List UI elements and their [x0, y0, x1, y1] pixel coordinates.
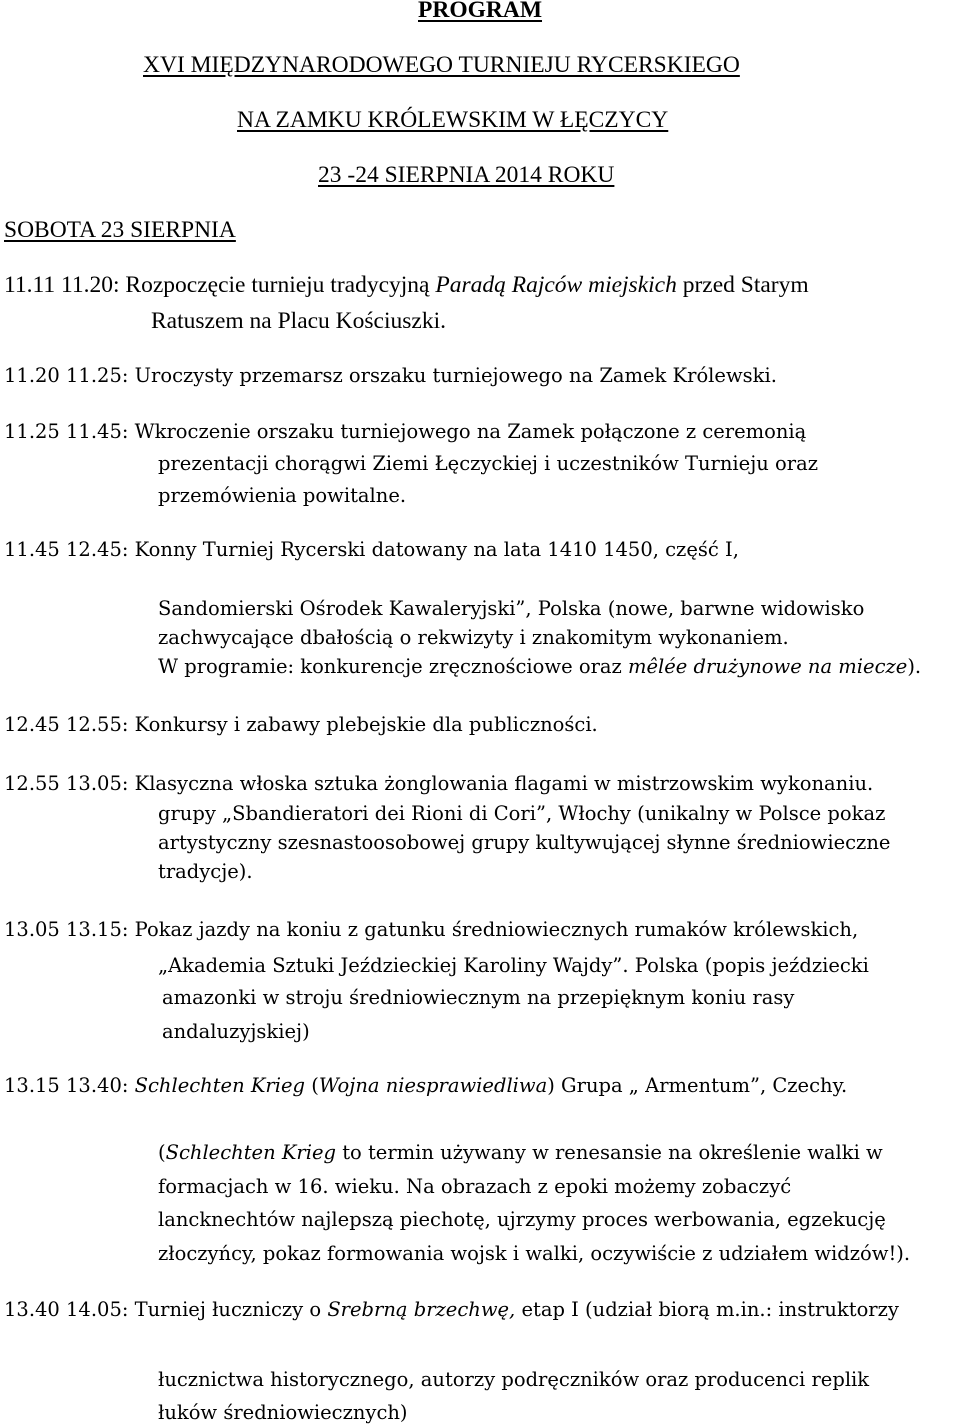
schedule-item-5: 12.45 12.55: Konkursy i zabawy plebejskie dla publiczności.: [4, 713, 598, 736]
item-description: prezentacji chorągwi Ziemi Łęczyckiej i uczestników Turnieju oraz: [158, 452, 818, 475]
schedule-item-1: 11.11 11.20: Rozpoczęcie turnieju tradycyjną Paradą Rajców miejskich przed Starym: [4, 272, 809, 298]
item-description: artystyczny szesnastoosobowej grupy kultywującej słynne średniowieczne: [158, 831, 891, 854]
item-note: (Schlechten Krieg to termin używany w renesansie na określenie walki w: [158, 1141, 883, 1164]
item-time: 12.45 12.55:: [4, 713, 129, 736]
item-description: „Akademia Sztuki Jeździeckiej Karoliny Wajdy”. Polska (popis jeździecki: [158, 954, 869, 977]
item-description: tradycje).: [158, 860, 253, 883]
item-description: grupy „Sbandieratori dei Rioni di Cori”, Włochy (unikalny w Polsce pokaz: [158, 802, 886, 825]
item-time: 13.40 14.05:: [4, 1298, 129, 1321]
item-description: łucznictwa historycznego, autorzy podręczników oraz producenci replik: [158, 1368, 870, 1391]
item-description: Ratuszem na Placu Kościuszki.: [151, 308, 446, 334]
item-description: amazonki w stroju średniowiecznym na przepięknym koniu rasy: [162, 986, 795, 1009]
item-description: andaluzyjskiej): [162, 1020, 310, 1043]
item-description: łuków średniowiecznych): [158, 1401, 408, 1424]
item-description: przemówienia powitalne.: [158, 484, 407, 507]
day-heading: SOBOTA 23 SIERPNIA: [4, 217, 236, 243]
item-description: zachwycające dbałością o rekwizyty i znakomitym wykonaniem.: [158, 626, 789, 649]
schedule-item-6: 12.55 13.05: Klasyczna włoska sztuka żonglowania flagami w mistrzowskim wykonaniu.: [4, 772, 874, 795]
event-dates: 23 -24 SIERPNIA 2014 ROKU: [318, 162, 615, 188]
schedule-item-9: 13.40 14.05: Turniej łuczniczy o Srebrną brzechwę, etap I (udział biorą m.in.: instruktorzy: [4, 1298, 899, 1321]
item-time: 11.25 11.45:: [4, 420, 129, 443]
item-time: 12.55 13.05:: [4, 772, 129, 795]
item-time: 11.45 12.45:: [4, 538, 129, 561]
item-description: W programie: konkurencje zręcznościowe oraz mêlée drużynowe na miecze).: [158, 655, 922, 678]
item-note: lancknechtów najlepszą piechotę, ujrzymy proces werbowania, egzekucję: [158, 1208, 886, 1231]
item-time: 13.15 13.40:: [4, 1074, 129, 1097]
item-time: 11.11 11.20:: [4, 272, 120, 298]
schedule-item-7: 13.05 13.15: Pokaz jazdy na koniu z gatunku średniowiecznych rumaków królewskich,: [4, 918, 859, 941]
item-description: Sandomierski Ośrodek Kawaleryjski”, Polska (nowe, barwne widowisko: [158, 597, 865, 620]
item-time: 11.20 11.25:: [4, 364, 129, 387]
page-title: PROGRAM: [418, 0, 543, 23]
schedule-item-8: 13.15 13.40: Schlechten Krieg (Wojna niesprawiedliwa) Grupa „ Armentum”, Czechy.: [4, 1074, 848, 1097]
schedule-item-4: 11.45 12.45: Konny Turniej Rycerski datowany na lata 1410 1450, część I,: [4, 538, 739, 561]
item-note: formacjach w 16. wieku. Na obrazach z epoki możemy zobaczyć: [158, 1175, 792, 1198]
title-line-1: XVI MIĘDZYNARODOWEGO TURNIEJU RYCERSKIEGO: [143, 52, 740, 78]
schedule-item-2: 11.20 11.25: Uroczysty przemarsz orszaku turniejowego na Zamek Królewski.: [4, 364, 777, 387]
schedule-item-3: 11.25 11.45: Wkroczenie orszaku turniejowego na Zamek połączone z ceremonią: [4, 420, 807, 443]
title-line-2: NA ZAMKU KRÓLEWSKIM W ŁĘCZYCY: [237, 107, 669, 133]
item-time: 13.05 13.15:: [4, 918, 129, 941]
item-note: złoczyńcy, pokaz formowania wojsk i walki, oczywiście z udziałem widzów!).: [158, 1242, 911, 1265]
